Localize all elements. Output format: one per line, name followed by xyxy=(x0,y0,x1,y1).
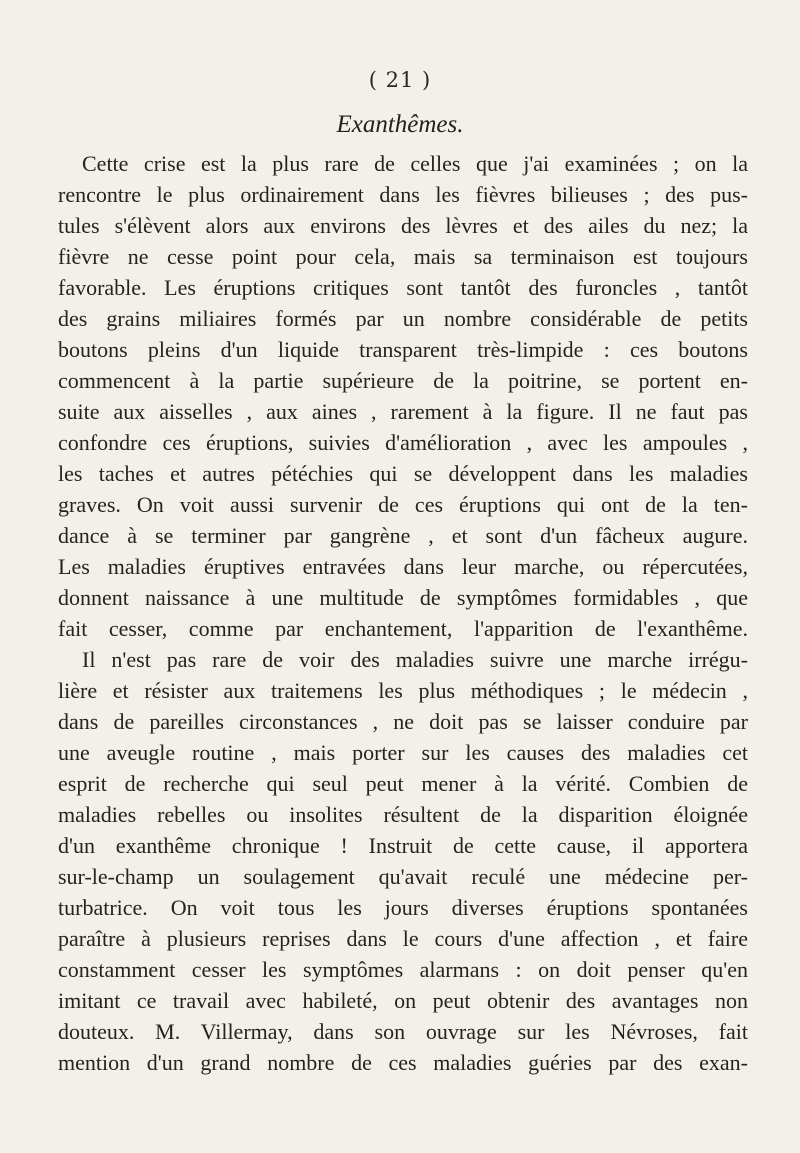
text-line: Les maladies éruptives entravées dans leur marche, ou répercutées, xyxy=(58,554,748,579)
text-line: mention d'un grand nombre de ces maladies guéries par des exan- xyxy=(58,1050,748,1075)
text-line: favorable. Les éruptions critiques sont tantôt des furoncles , tantôt xyxy=(58,275,748,300)
text-line: sur-le-champ un soulagement qu'avait reculé une médecine per- xyxy=(58,864,748,889)
text-line: fièvre ne cesse point pour cela, mais sa terminaison est toujours xyxy=(58,244,748,269)
text-line: paraître à plusieurs reprises dans le cours d'une affection , et faire xyxy=(58,926,748,951)
text-line: dans de pareilles circonstances , ne doit pas se laisser conduire par xyxy=(58,709,748,734)
text-line: turbatrice. On voit tous les jours diverses éruptions spontanées xyxy=(58,895,748,920)
text-line: tules s'élèvent alors aux environs des lèvres et des ailes du nez; la xyxy=(58,213,748,238)
text-line: fait cesser, comme par enchantement, l'apparition de l'exanthême. xyxy=(58,616,748,641)
text-line: graves. On voit aussi survenir de ces éruptions qui ont de la ten- xyxy=(58,492,748,517)
text-line: maladies rebelles ou insolites résultent de la disparition éloignée xyxy=(58,802,748,827)
text-line: confondre ces éruptions, suivies d'amélioration , avec les ampoules , xyxy=(58,430,748,455)
text-line: d'un exanthême chronique ! Instruit de cette cause, il apportera xyxy=(58,833,748,858)
text-line: Cette crise est la plus rare de celles que j'ai examinées ; on la xyxy=(82,151,748,176)
text-line: imitant ce travail avec habileté, on peut obtenir des avantages non xyxy=(58,988,748,1013)
text-line: constamment cesser les symptômes alarmans : on doit penser qu'en xyxy=(58,957,748,982)
text-line: lière et résister aux traitemens les plus méthodiques ; le médecin , xyxy=(58,678,748,703)
text-line: dance à se terminer par gangrène , et sont d'un fâcheux augure. xyxy=(58,523,748,548)
text-line: des grains miliaires formés par un nombre considérable de petits xyxy=(58,306,748,331)
text-line: les taches et autres pétéchies qui se développent dans les maladies xyxy=(58,461,748,486)
text-line: esprit de recherche qui seul peut mener à la vérité. Combien de xyxy=(58,771,748,796)
text-line: rencontre le plus ordinairement dans les fièvres bilieuses ; des pus- xyxy=(58,182,748,207)
text-line: Il n'est pas rare de voir des maladies suivre une marche irrégu- xyxy=(82,647,748,672)
text-line: douteux. M. Villermay, dans son ouvrage sur les Névroses, fait xyxy=(58,1019,748,1044)
page-number: ( 21 ) xyxy=(368,68,432,92)
text-line: une aveugle routine , mais porter sur les causes des maladies cet xyxy=(58,740,748,765)
text-line: suite aux aisselles , aux aines , rarement à la figure. Il ne faut pas xyxy=(58,399,748,424)
text-line: donnent naissance à une multitude de symptômes formidables , que xyxy=(58,585,748,610)
text-line: commencent à la partie supérieure de la poitrine, se portent en- xyxy=(58,368,748,393)
text-line: boutons pleins d'un liquide transparent très-limpide : ces boutons xyxy=(58,337,748,362)
section-heading: Exanthêmes. xyxy=(336,111,464,138)
